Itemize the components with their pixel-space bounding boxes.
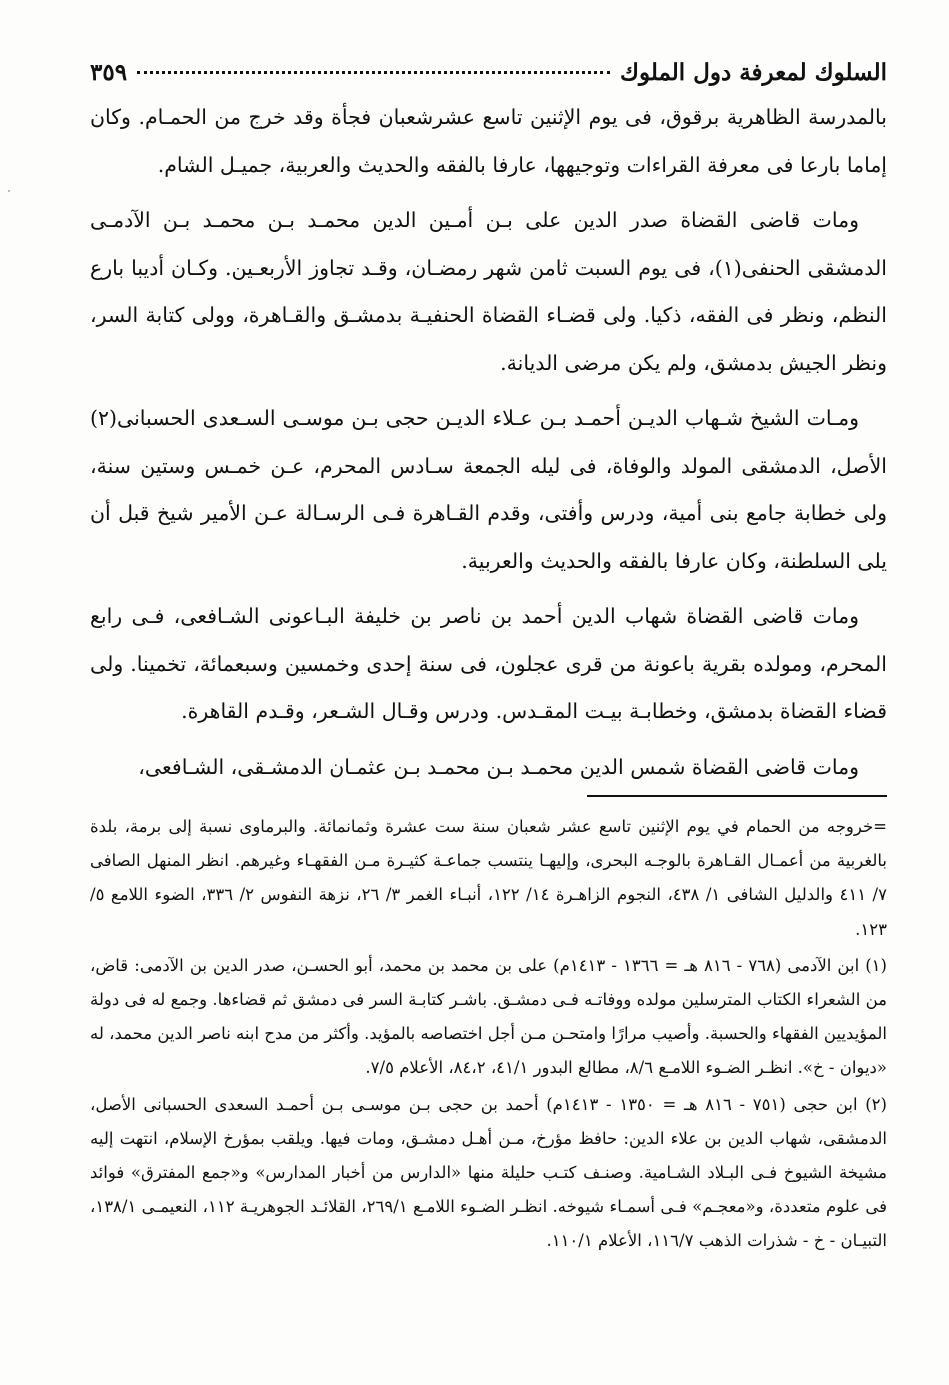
footnote-2: (٢) ابن حجى (٧٥١ - ٨١٦ هـ = ١٣٥٠ - ١٤١٣م) أحمد بن حجى بـن موسـى بـن أحمـد السعدى الحسبانى الأصل، الدمشقى، شهاب الدين بن علاء الدين: حافظ مؤرخ، مـن أهـل دمشـق، ومات فيها. ويلقب بمؤرخ الإسلام، انتهت إليه مشيخة الشيوخ فـى البـلاد الشـامية. وصنـف كتـب حليلة منها «الدارس من أخبار المدارس» و«جمع المفترق» فوائد فى علوم متعددة، و«معجـم» فـى أسمـاء شيوخه. انظـر الضـوء اللامـع ٢٦٩/١، القلائـد الجوهريـة ١١٢، النعيمـى ١٣٨/١، التبيـان - خ - شذرات الذهب ١١٦/٧، الأعلام ١١٠/١. <box>90 1094 887 1251</box>
footnote-separator <box>587 795 887 797</box>
running-header <box>90 52 887 92</box>
scan-speck <box>8 190 10 192</box>
paragraph-shams-al-din: ومات قاضى القضاة شمس الدين محمـد بـن محمـد بـن عثمـان الدمشـقى، الشـافعى، <box>138 754 859 779</box>
paragraph-ibn-hijji: ومـات الشيخ شـهاب الديـن أحمـد بـن عـلاء الديـن حجى بـن موسـى السـعدى الحسبانى(٢) الأصل، الدمشقى المولد والوفاة، فى ليله الجمعة سـادس المحرم، عـن خمـس وستين سنة، ولى خطابة جامع بنى أمية، ودرس وأفتى، وقدم القـاهرة فـى الرسـالة عـن الأمير شيخ قبل أن يلى السلطنة، وكان عارفا بالفقه والحديث والعربية. <box>90 406 887 573</box>
main-text <box>90 94 887 791</box>
running-title: السلوك لمعرفة دول الملوك <box>619 58 887 86</box>
paragraph-ibn-al-adami: ومات قاضى القضاة صدر الدين على بـن أمـين الدين محمـد بـن محمـد بـن الآدمـى الدمشقى الحنفى(١)، فى يوم السبت ثامن شهر رمضـان، وقـد تجاوز الأربعـين. وكـان أديبا بارع النظم، ونظر فى الفقه، ذكيا. ولى قضـاء القضاة الحنفيـة بدمشـق والقـاهرة، وولى كتابة السر، ونظر الجيش بدمشق، ولم يكن مرضى الديانة. <box>90 208 887 375</box>
footnotes <box>90 810 887 1259</box>
header-leader-dots <box>137 71 610 74</box>
footnote-continuation: =خروجه من الحمام في يوم الإثنين تاسع عشر شعبان سنة ست عشرة وثمانمائة. والبرماوى نسبة إلى برمة، بلدة بالغربية من أعمـال القـاهرة بالوجـه البحرى، وإليهـا ينتسب جماعـة كثيـرة مـن الفقهـاء وغيرهم. انظر المنهل الصافى ٧/ ٤١١ والدليل الشافى ١/ ٤٣٨، النجوم الزاهـرة ١٤/ ١٢٢، أنبـاء الغمر ٣/ ٢٦، نزهة النفوس ٢/ ٣٣٦، الضوء اللامع ٥/ ١٢٣. <box>90 817 887 939</box>
page-number: ٣٥٩ <box>90 58 128 86</box>
footnote-1: (١) ابن الآدمى (٧٦٨ - ٨١٦ هـ = ١٣٦٦ - ١٤١٣م) على بن محمد بن محمد، أبو الحسـن، صدر الدين بن الآدمى: قاض، من الشعراء الكتاب المترسلين مولده ووفاتـه فـى دمشـق. باشـر كتابـة السر فى دمشق ثم قضاءها. وجمع له فى دولة المؤيديين الفقهاء والحسبة. وأصيب مرارًا وامتحـن مـن أجل اختصاصه بالمؤيد. وأكثر من مدح ابنه ناصر الدين محمد، له «ديوان - خ». انظـر الضـوء اللامـع ٨/٦، مطالع البدور ٤١/١، ٨٤،٢، الأعلام ٧/٥. <box>90 955 887 1078</box>
paragraph-continuation: بالمدرسة الظاهرية برقوق، فى يوم الإثنين تاسع عشرشعبان فجأة وقد خرج من الحمـام. وكان إماما بارعا فى معرفة القراءات وتوجيهها، عارفا بالفقه والحديث والعربية، جميـل الشام. <box>90 105 887 177</box>
paragraph-al-baouni: ومات قاضى القضاة شهاب الدين أحمد بن ناصر بن خليفة البـاعونى الشـافعى، فـى رابع المحرم، ومولده بقرية باعونة من قرى عجلون، فى سنة إحدى وخمسين وسبعمائة، تخمينا. ولى قضاء القضاة بدمشق، وخطابـة بيـت المقـدس. ودرس وقـال الشـعر، وقـدم القاهرة. <box>90 604 887 723</box>
